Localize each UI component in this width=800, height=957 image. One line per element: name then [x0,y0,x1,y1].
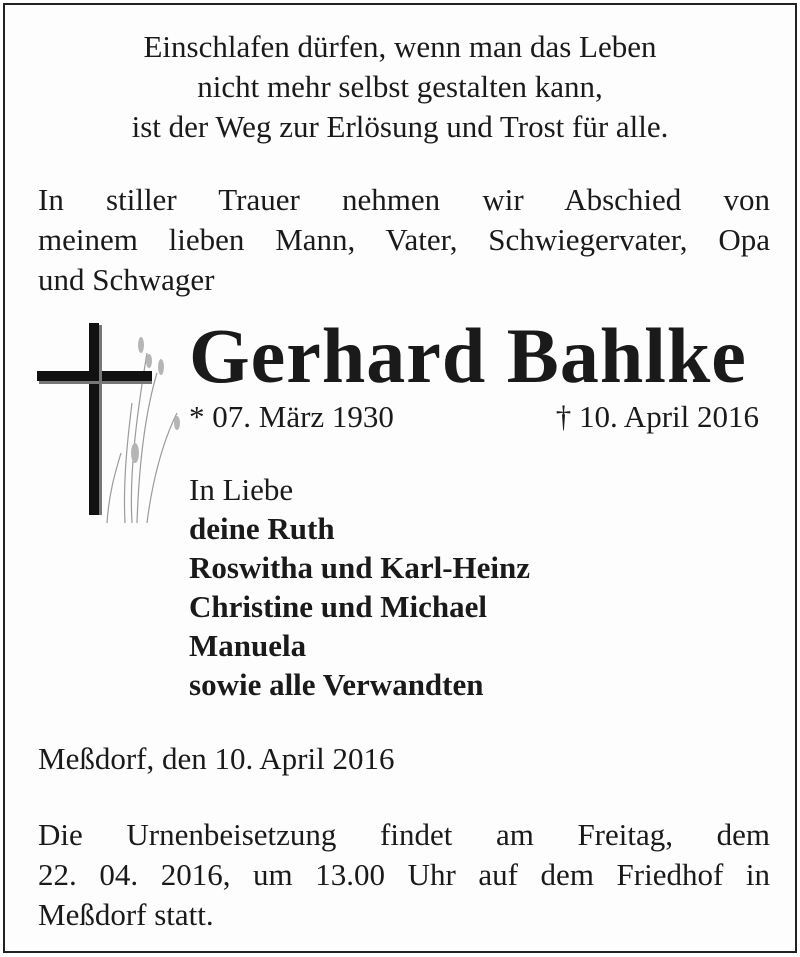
poem-line: nicht mehr selbst gestalten kann, [197,69,603,104]
family-intro: In Liebe [189,472,294,507]
family-member: Christine und Michael [189,589,487,624]
cross-icon [37,323,187,528]
death-date: † 10. April 2016 [555,399,759,434]
poem-line: Einschlafen dürfen, wenn man das Leben [143,29,657,64]
poem [5,27,795,147]
funeral-note [38,815,770,935]
family-member: Roswitha und Karl-Heinz [189,550,531,585]
intro-line: meinem lieben Mann, Vater, Schwiegervater, Opa [38,222,770,257]
intro-line: In stiller Trauer nehmen wir Abschied von [38,182,770,217]
place-date: Meßdorf, den 10. April 2016 [38,741,395,776]
family-signature [189,470,530,704]
family-member: deine Ruth [189,511,335,546]
family-member: sowie alle Verwandten [189,667,484,702]
poem-line: ist der Weg zur Erlösung und Trost für alle. [131,109,669,144]
family-member: Manuela [189,628,307,663]
note-line: Meßdorf statt. [38,897,214,932]
obituary-frame [3,3,797,953]
intro-text [38,180,770,300]
note-line: Die Urnenbeisetzung findet am Freitag, dem [38,817,770,852]
note-line: 22. 04. 2016, um 13.00 Uhr auf dem Friedhof in [38,857,770,892]
intro-line: und Schwager [38,262,215,297]
deceased-name: Gerhard Bahlke [189,312,747,399]
birth-date: * 07. März 1930 [189,399,394,434]
